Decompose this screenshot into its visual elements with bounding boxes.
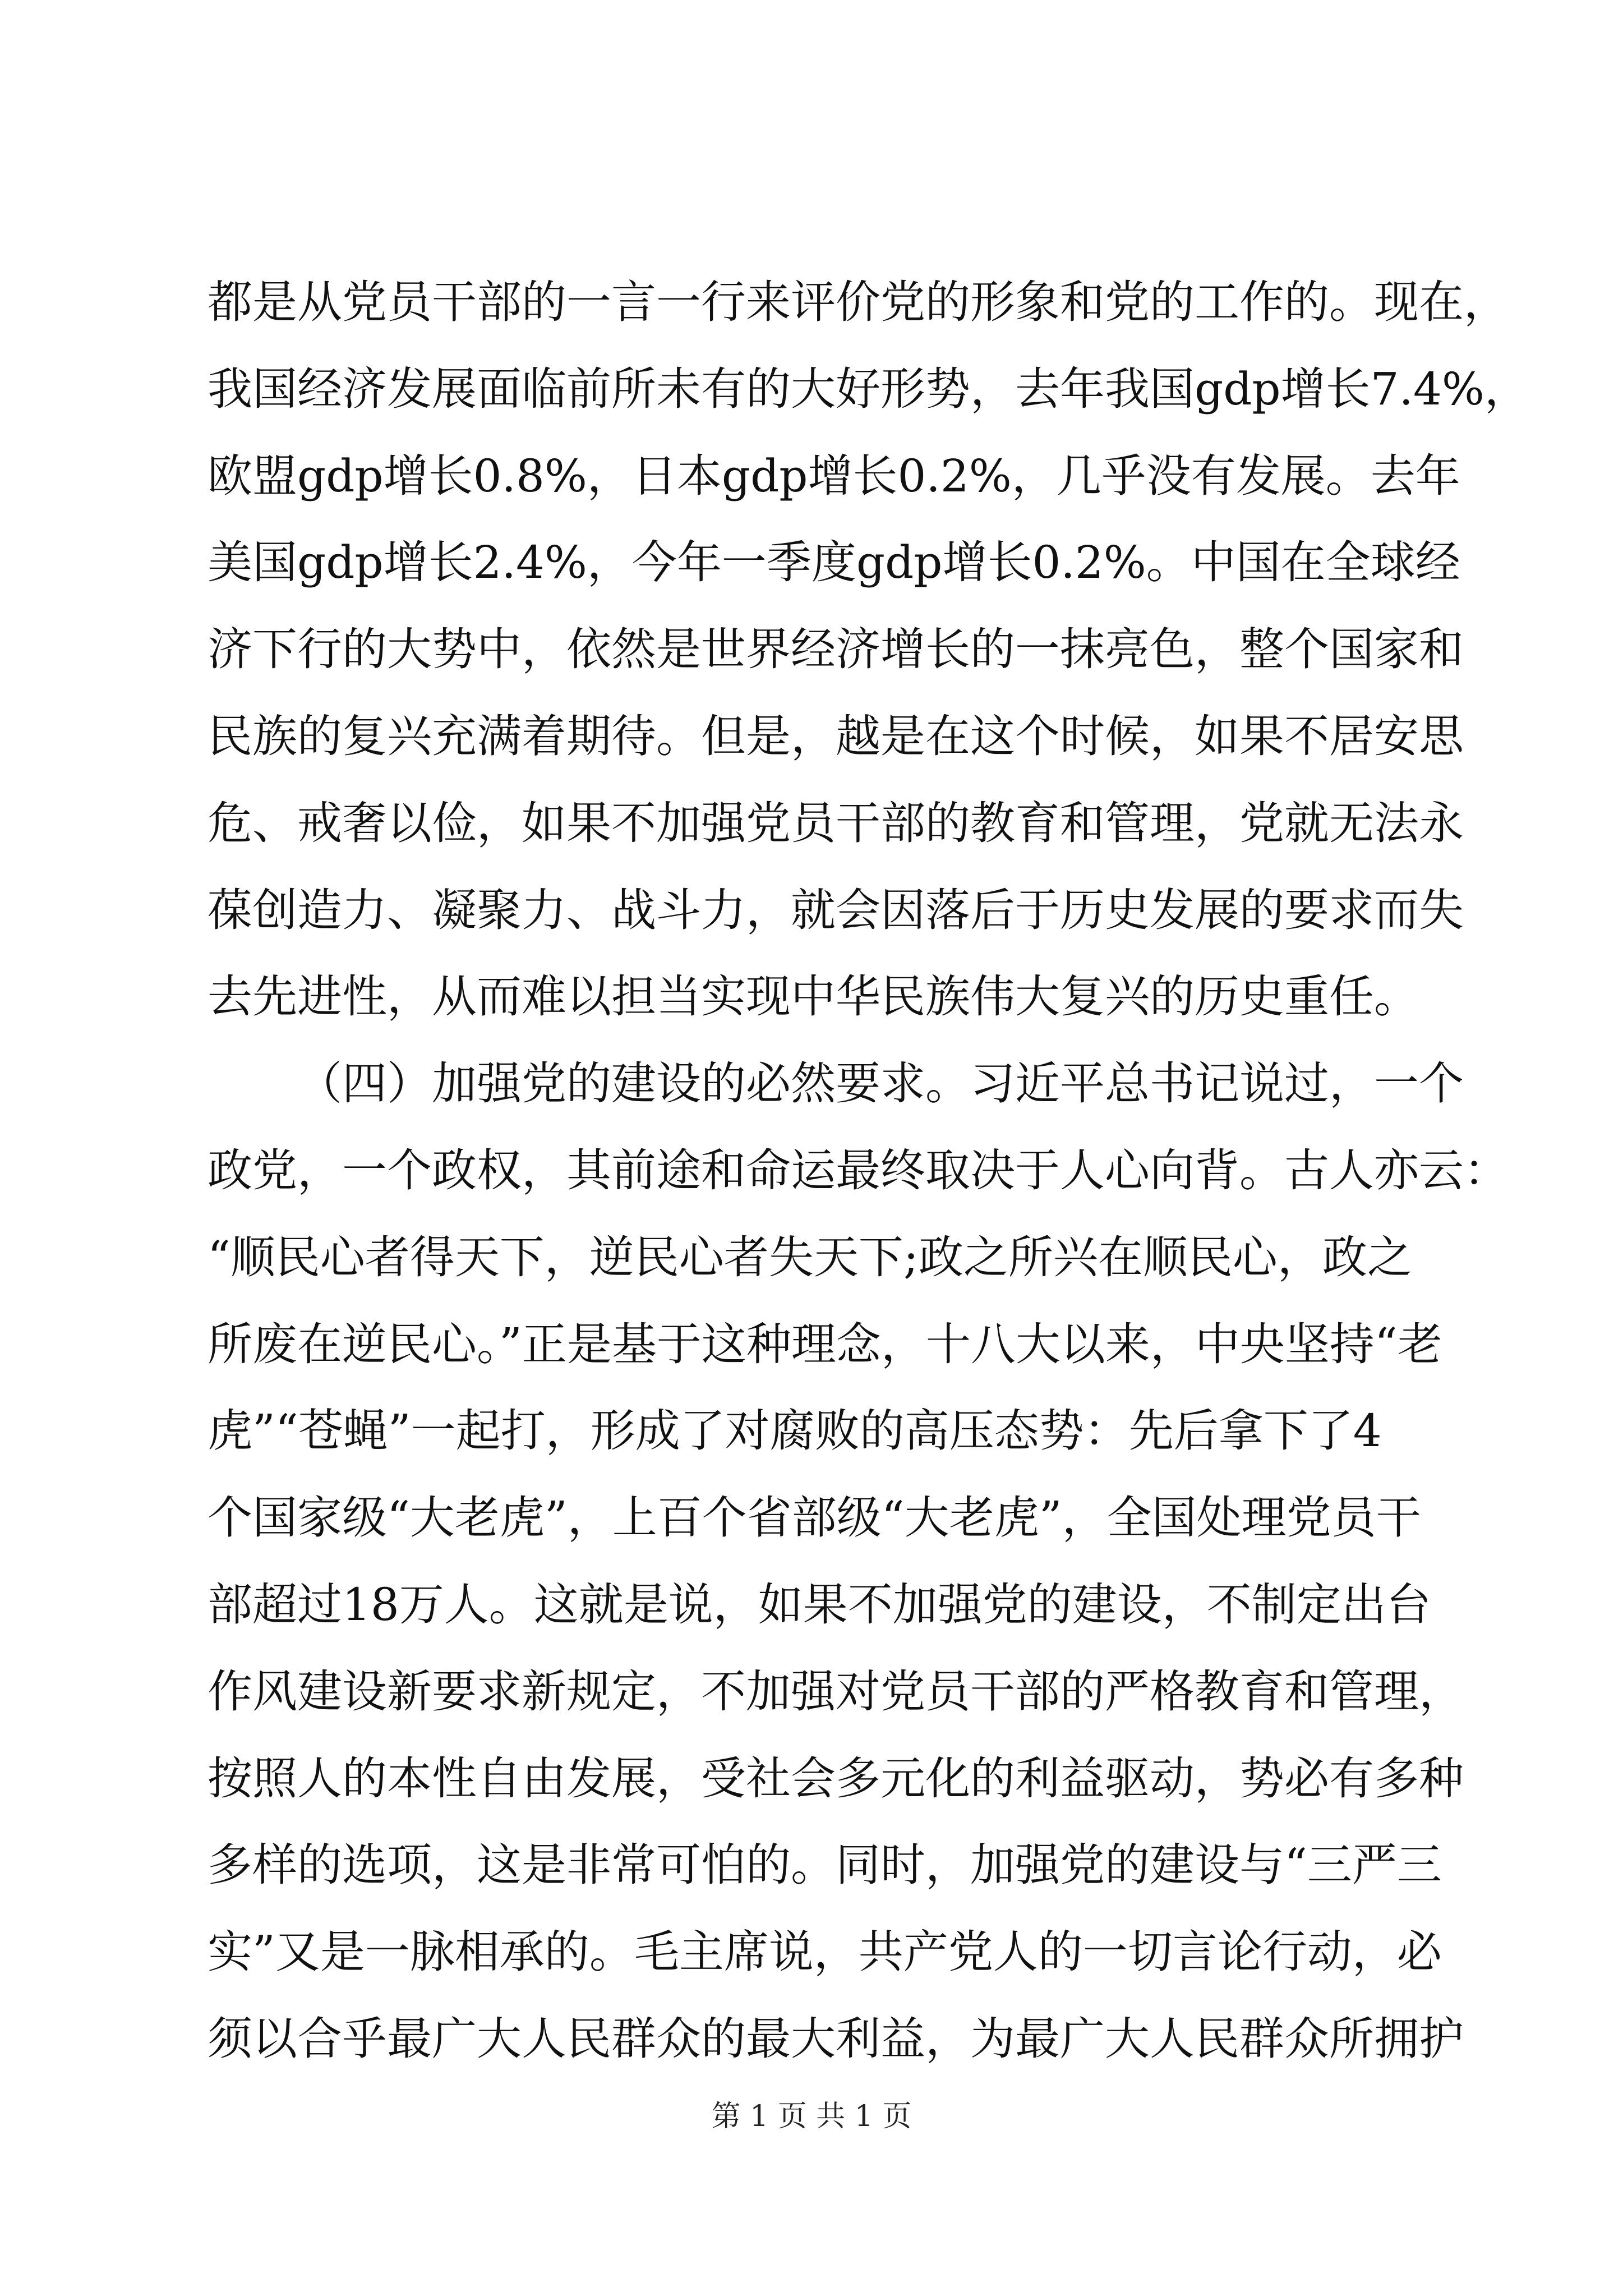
text-line: 所废在逆民心。”正是基于这种理念，十八大以来，中央坚持“老 (208, 1318, 1442, 1370)
text-line: 危、戒奢以俭，如果不加强党员干部的教育和管理，党就无法永 (208, 797, 1464, 849)
text-line: 葆创造力、凝聚力、战斗力，就会因落后于历史发展的要求而失 (208, 884, 1464, 936)
text-line: 都是从党员干部的一言一行来评价党的形象和党的工作的。现在， (208, 276, 1509, 328)
text-line: 多样的选项，这是非常可怕的。同时，加强党的建设与“三严三 (208, 1839, 1442, 1892)
text-line: 我国经济发展面临前所未有的大好形势，去年我国gdp增长7.4%， (208, 362, 1529, 415)
text-line: 虎”“苍蝇”一起打，形成了对腐败的高压态势：先后拿下了4 (208, 1405, 1382, 1457)
page-footer (0, 2097, 1623, 2136)
text-line: 济下行的大势中，依然是世界经济增长的一抹亮色，整个国家和 (208, 623, 1464, 676)
text-line: 去先进性，从而难以担当实现中华民族伟大复兴的历史重任。 (208, 970, 1419, 1023)
body-text (208, 259, 1529, 2083)
section-heading-line: （四）加强党的建设的必然要求。习近平总书记说过，一个 (297, 1057, 1464, 1110)
text-line: 个国家级“大老虎”，上百个省部级“大老虎”，全国处理党员干 (208, 1492, 1421, 1544)
page-number-label: 第 1 页 共 1 页 (711, 2100, 912, 2133)
text-line: 美国gdp增长2.4%，今年一季度gdp增长0.2%。中国在全球经 (208, 536, 1460, 589)
text-line: 部超过18万人。这就是说，如果不加强党的建设，不制定出台 (208, 1578, 1431, 1631)
text-line: 政党，一个政权，其前途和命运最终取决于人心向背。古人亦云： (208, 1144, 1509, 1197)
text-line: 须以合乎最广大人民群众的最大利益，为最广大人民群众所拥护 (208, 2012, 1464, 2065)
text-line: 民族的复兴充满着期待。但是，越是在这个时候，如果不居安思 (208, 710, 1464, 762)
text-line: 实”又是一脉相承的。毛主席说，共产党人的一切言论行动，必 (208, 1926, 1442, 1978)
text-line: 欧盟gdp增长0.8%，日本gdp增长0.2%，几乎没有发展。去年 (208, 449, 1460, 502)
text-line: 按照人的本性自由发展，受社会多元化的利益驱动，势必有多种 (208, 1752, 1464, 1805)
text-line: “顺民心者得天下，逆民心者失天下;政之所兴在顺民心，政之 (208, 1231, 1412, 1283)
text-line: 作风建设新要求新规定，不加强对党员干部的严格教育和管理， (208, 1665, 1464, 1718)
